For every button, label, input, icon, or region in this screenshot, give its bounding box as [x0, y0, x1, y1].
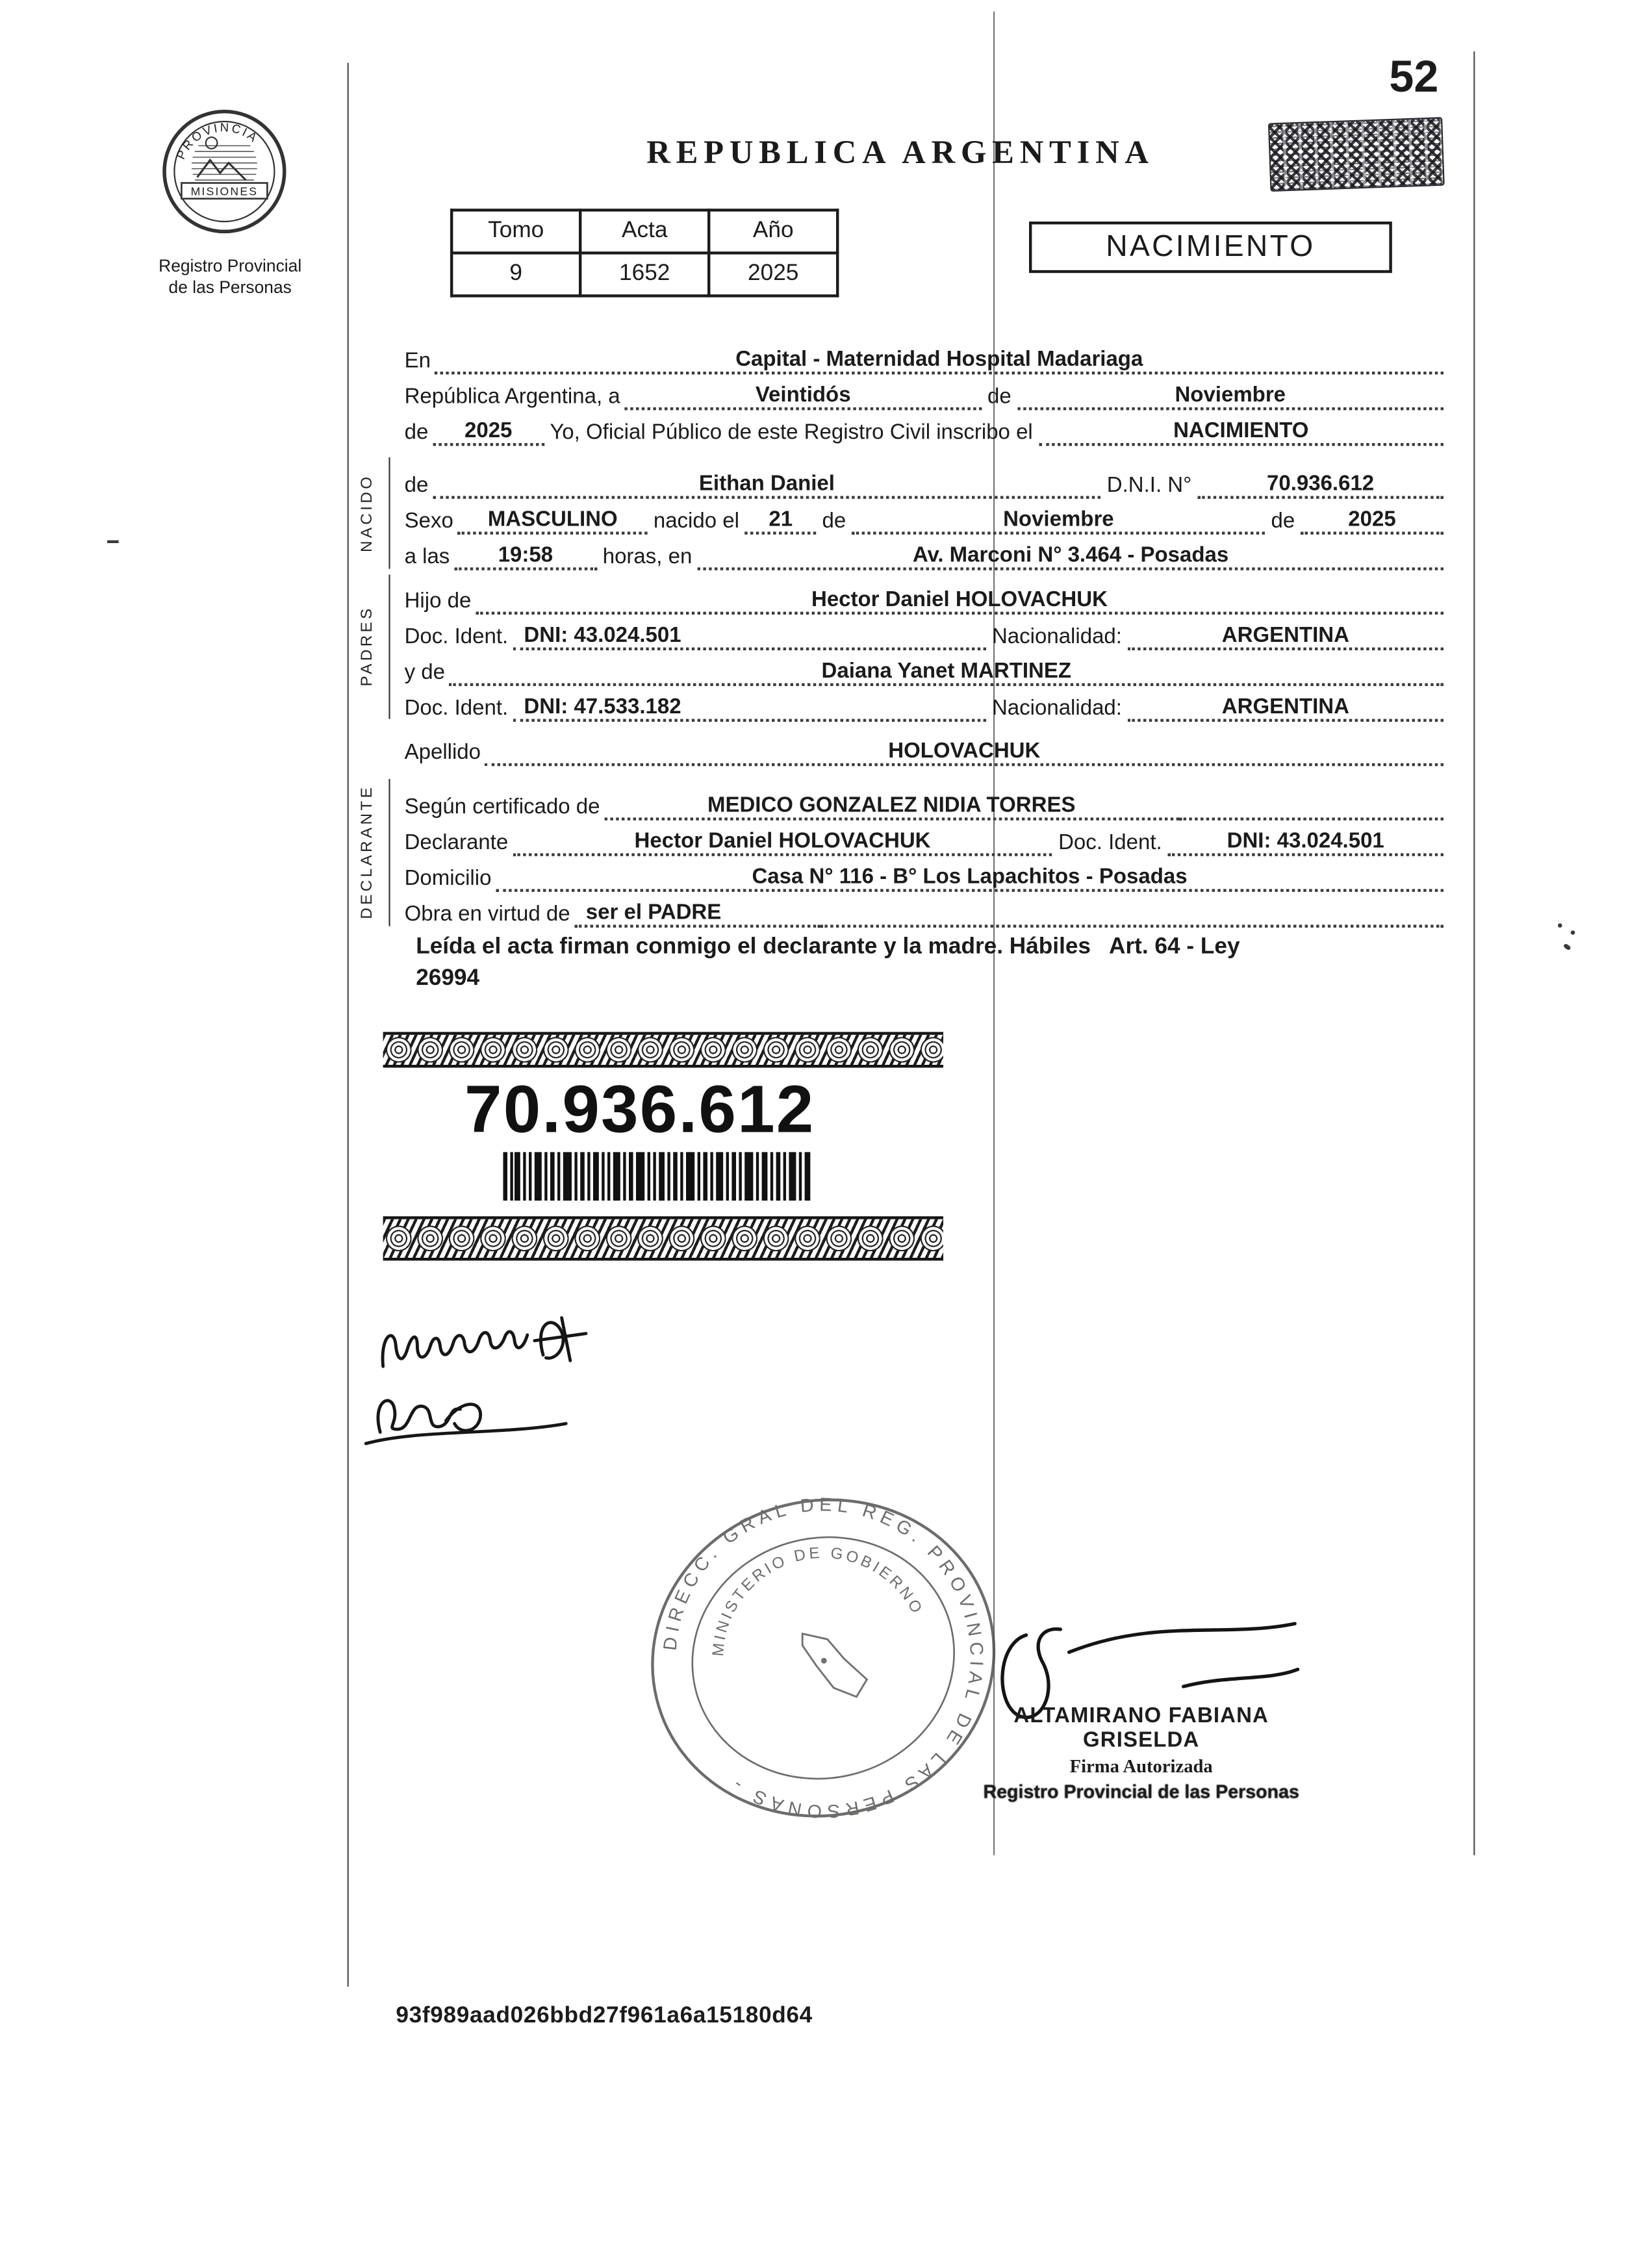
- seal-top-text: PROVINCIA: [173, 120, 262, 162]
- stamp-inner-text: MINISTERIO DE GOBIERNO: [709, 1544, 927, 1657]
- authorized-officer-name: ALTAMIRANO FABIANA GRISELDA: [1013, 1703, 1269, 1753]
- value-ano: 2025: [709, 253, 837, 296]
- date-de-label: de: [987, 384, 1011, 409]
- form-row-father: [405, 580, 1444, 615]
- form-row-declarant: [405, 822, 1444, 856]
- form-row-place: [405, 340, 1444, 375]
- stamp-ring-text: DIRECC. GRAL DEL REG. PROVINCIAL DE LAS PERSONAS -: [659, 1494, 987, 1822]
- surname-value: HOLOVACHUK: [485, 739, 1444, 766]
- capacity-label: Obra en virtud de: [404, 902, 570, 926]
- father-name-value: Hector Daniel HOLOVACHUK: [476, 587, 1444, 615]
- form-row-address: [405, 858, 1444, 892]
- birth-de2-label: de: [1271, 509, 1295, 533]
- newborn-dni-value: 70.936.612: [1197, 472, 1444, 499]
- seal-landscape-art: [192, 137, 257, 180]
- form-row-newborn-name: [405, 465, 1444, 499]
- mother-nationality-label: Nacionalidad:: [991, 696, 1122, 720]
- form-row-father-doc: [405, 616, 1444, 650]
- form-row-mother-doc: [405, 687, 1444, 722]
- registry-caption-line1: Registro Provincial: [159, 255, 302, 276]
- father-dni-value: DNI: 43.024.501: [513, 623, 986, 650]
- date-day-value: Veintidós: [624, 383, 982, 411]
- col-header-acta: Acta: [580, 210, 709, 253]
- authorized-signature-title: Firma Autorizada: [1069, 1755, 1213, 1777]
- date-label: República Argentina, a: [404, 384, 620, 409]
- certificate-label: Según certificado de: [404, 795, 600, 819]
- inscription-text: Yo, Oficial Público de este Registro Civil inscribo el: [550, 420, 1033, 445]
- section-label-padres: PADRES: [359, 605, 376, 687]
- right-margin-line: [1473, 51, 1475, 1855]
- form-row-certificate: [405, 786, 1444, 821]
- capacity-trailing-leader: [820, 924, 1444, 927]
- place-value: Capital - Maternidad Hospital Madariaga: [435, 348, 1444, 375]
- section-rule-nacido: [388, 457, 390, 569]
- mother-nationality-value: ARGENTINA: [1128, 694, 1444, 722]
- time-label: a las: [404, 544, 450, 569]
- registry-caption-line2: de las Personas: [168, 276, 292, 297]
- date-month-value: Noviembre: [1017, 383, 1444, 411]
- scan-artifact: [1558, 923, 1562, 928]
- surname-label: Apellido: [404, 740, 481, 765]
- closing-line1: Leída el acta firman conmigo el declarante y la madre. Hábiles Art. 64 - Ley: [416, 934, 1240, 960]
- scan-artifact: [107, 541, 119, 543]
- capacity-value: ser el PADRE: [574, 900, 820, 928]
- closing-line2: 26994: [416, 965, 480, 990]
- inscription-act-value: NACIMIENTO: [1039, 419, 1444, 446]
- authorized-organization: Registro Provincial de las Personas: [983, 1781, 1299, 1803]
- section-label-nacido: NACIDO: [359, 474, 376, 553]
- form-row-mother: [405, 652, 1444, 686]
- inscription-de-label: de: [404, 420, 429, 445]
- scan-artifact: [1563, 943, 1571, 951]
- seal-banner-text: MISIONES: [190, 185, 259, 198]
- barcode: [503, 1152, 810, 1202]
- newborn-de-label: de: [404, 473, 429, 498]
- inscription-year-value: 2025: [433, 419, 544, 446]
- sex-value: MASCULINO: [457, 507, 648, 535]
- form-row-birth-time-place: [405, 536, 1444, 570]
- value-acta: 1652: [580, 253, 709, 296]
- birth-place-value: Av. Marconi N° 3.464 - Posadas: [698, 543, 1444, 570]
- newborn-name-value: Eithan Daniel: [433, 472, 1101, 499]
- col-header-tomo: Tomo: [452, 210, 580, 253]
- country-title: REPUBLICA ARGENTINA: [646, 134, 1154, 170]
- declarant-name-value: Hector Daniel HOLOVACHUK: [513, 829, 1052, 856]
- authorization-stamp: [966, 1703, 1316, 1802]
- guilloche-band-top: [383, 1032, 943, 1067]
- section-rule-padres: [388, 574, 390, 719]
- birth-de1-label: de: [822, 509, 846, 533]
- stamp-province-map: [800, 1621, 871, 1706]
- provincial-seal-icon: [160, 106, 288, 240]
- mother-label: y de: [404, 660, 445, 685]
- mother-dni-value: DNI: 47.533.182: [513, 694, 986, 722]
- certificate-trailing-leader: [1178, 817, 1444, 820]
- section-label-declarante: DECLARANTE: [359, 784, 376, 919]
- left-margin-line: [348, 63, 349, 1987]
- closing-statement: [416, 932, 1442, 993]
- certificate-value: MEDICO GONZALEZ NIDIA TORRES: [604, 793, 1178, 821]
- sex-label: Sexo: [404, 509, 453, 533]
- guilloche-band-bottom: [383, 1216, 943, 1260]
- dni-number-large: 70.936.612: [464, 1070, 815, 1147]
- declarant-label: Declarante: [404, 830, 509, 855]
- birth-month-value: Noviembre: [852, 507, 1266, 535]
- birth-day-value: 21: [745, 507, 817, 535]
- verification-hash: 93f989aad026bbd27f961a6a15180d64: [396, 2004, 813, 2028]
- form-row-inscription: [405, 412, 1444, 446]
- born-on-label: nacido el: [653, 509, 739, 533]
- declarant-signature: [374, 1312, 617, 1386]
- birth-year-value: 2025: [1301, 507, 1444, 535]
- form-row-capacity: [405, 893, 1444, 928]
- form-row-surname: [405, 732, 1444, 766]
- newborn-dni-label: D.N.I. N°: [1106, 473, 1192, 498]
- scan-artifact: [1571, 930, 1575, 935]
- form-row-date: [405, 376, 1444, 411]
- time-value: 19:58: [454, 543, 597, 570]
- father-doc-label: Doc. Ident.: [404, 624, 509, 649]
- declarant-doc-label: Doc. Ident.: [1058, 830, 1162, 855]
- mother-doc-label: Doc. Ident.: [404, 696, 509, 720]
- act-type-box: NACIMIENTO: [1029, 222, 1392, 273]
- value-tomo: 9: [452, 253, 580, 296]
- section-rule-declarante: [388, 779, 390, 926]
- hours-in-label: horas, en: [602, 544, 693, 569]
- father-nationality-label: Nacionalidad:: [991, 624, 1122, 649]
- father-nationality-value: ARGENTINA: [1128, 623, 1444, 650]
- address-label: Domicilio: [404, 866, 492, 891]
- mother-name-value: Daiana Yanet MARTINEZ: [450, 659, 1444, 686]
- declarant-dni-value: DNI: 43.024.501: [1167, 829, 1444, 856]
- address-value: Casa N° 116 - B° Los Lapachitos - Posadas: [496, 865, 1444, 892]
- registry-caption: [123, 256, 337, 298]
- father-label: Hijo de: [404, 589, 472, 613]
- sheet-number: 52: [1389, 51, 1439, 102]
- mother-signature: [360, 1386, 574, 1452]
- col-header-ano: Año: [709, 210, 837, 253]
- place-label: En: [404, 348, 431, 374]
- form-row-sex-birthdate: [405, 500, 1444, 535]
